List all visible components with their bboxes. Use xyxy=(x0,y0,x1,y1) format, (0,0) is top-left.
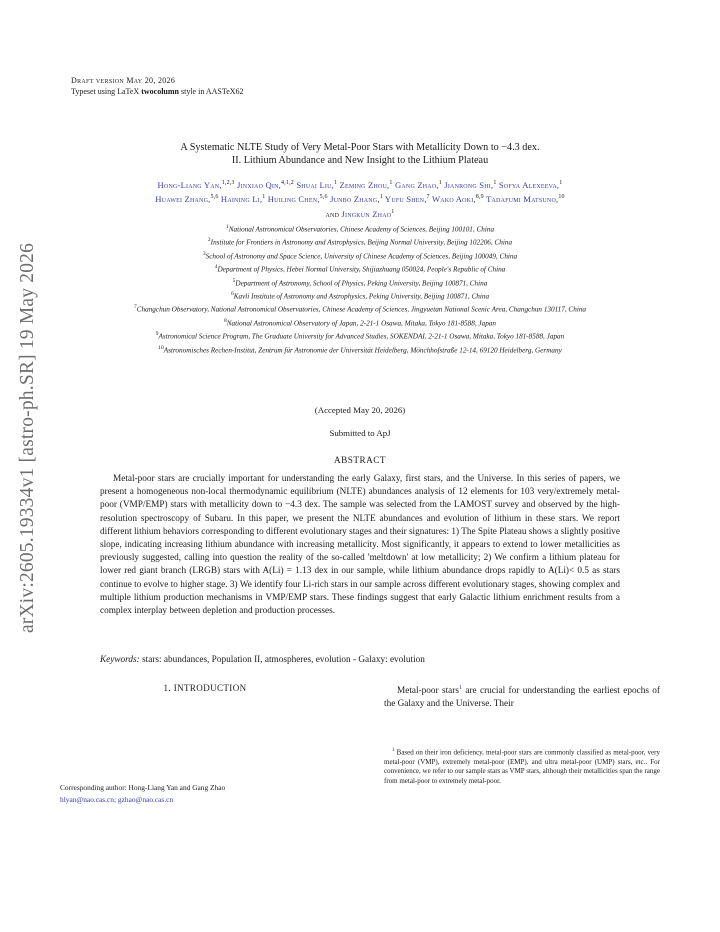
author-name[interactable]: Huawei Zhang, xyxy=(155,194,211,205)
affiliation xyxy=(58,302,662,315)
authors-and: and xyxy=(325,208,342,219)
typeset-line: Typeset using LaTeX twocolumn style in AASTeX62 xyxy=(71,87,244,96)
arxiv-stamp xyxy=(8,228,48,648)
author-affiliation-marker: 8,9 xyxy=(475,194,484,201)
footnote-number: 1 xyxy=(392,748,395,753)
affiliation xyxy=(58,276,662,289)
title-line-2: II. Lithium Abundance and New Insight to the Lithium Plateau xyxy=(231,155,489,167)
affiliation xyxy=(58,289,662,302)
affiliation-number: 4 xyxy=(214,264,218,271)
author-affiliation-marker: 1 xyxy=(493,180,497,186)
preprint-header xyxy=(71,75,244,97)
author-affiliation-marker: 1 xyxy=(379,194,383,201)
intro-paragraph: Metal-poor stars$^1$ are crucial for understanding the earliest epochs of the Galaxy and the Universe. Their xyxy=(384,685,660,710)
corresponding-author xyxy=(60,782,360,806)
footnote: $^1$ Based on their iron deficiency, metal-poor stars are commonly classified as metal-poor, very metal-poor (VMP), extremely metal-poor (EMP), and ultra metal-poor (UMP) stars, etc.. For convenience, we refer to our sample stars as VMP stars, although their metallicities span the range from metal-poor to extremely metal-poor. xyxy=(384,748,660,785)
author-name[interactable]: Jingkun Zhao xyxy=(341,208,392,219)
affiliation xyxy=(58,329,662,342)
affiliation xyxy=(58,262,662,275)
author-affiliation-marker: 10 xyxy=(558,194,565,201)
affiliation-text: Changchun Observatory, National Astronomical Observatories, Chinese Academy of Sciences, Jingyuetan National Scenic Area, Changchun 130117, China xyxy=(136,305,587,314)
affiliation xyxy=(58,249,662,262)
author-name[interactable]: Huiling Chen, xyxy=(267,194,320,205)
affiliation-number: 1 xyxy=(225,224,229,230)
affiliation-text: School of Astronomy and Space Science, University of Chinese Academy of Sciences, Beijing 100049, China xyxy=(205,252,518,261)
author-affiliation-marker: 4,1,2 xyxy=(280,180,294,186)
affiliation-list xyxy=(58,222,662,356)
affiliation-number: 2 xyxy=(207,237,211,244)
author-list xyxy=(62,177,658,220)
affiliation-number: 7 xyxy=(133,304,137,311)
arxiv-stamp-text: arXiv:2605.19334v1 [astro-ph.SR] 19 May 2026 xyxy=(17,242,38,634)
author-name[interactable]: Haining Li, xyxy=(220,194,263,205)
author-name[interactable]: Yufu Shen, xyxy=(384,194,427,205)
affiliation-text: National Astronomical Observatories, Chinese Academy of Sciences, Beijing 100101, China xyxy=(228,225,495,234)
author-name[interactable]: Shuai Liu, xyxy=(296,179,334,190)
latex-logo: LaTeX xyxy=(117,87,140,96)
author-name[interactable]: Junbo Zhang, xyxy=(330,194,380,205)
affiliation xyxy=(58,235,662,248)
author-affiliation-marker: 1 xyxy=(262,194,266,201)
author-name[interactable]: Jinxiao Qin, xyxy=(237,179,281,190)
affiliation-number: 8 xyxy=(224,317,227,324)
draft-version: Draft version May 20, 2026 xyxy=(71,76,176,85)
author-affiliation-marker: 1 xyxy=(333,180,338,186)
section-heading-introduction: 1. INTRODUCTION xyxy=(163,683,247,693)
affiliation-number: 3 xyxy=(202,250,206,257)
author-name[interactable]: Wako Aoki, xyxy=(431,194,476,205)
author-name[interactable]: Jianrong Shi, xyxy=(444,179,494,190)
author-affiliation-marker: 7 xyxy=(426,194,430,201)
abstract-text: Metal-poor stars are crucially important for understanding the early Galaxy, first stars, and the Universe. In this series of papers, we present a homogeneous non-local thermodynamic equilibrium (NLTE) abundances analysis of 12 elements for 103 very/extremely metal-poor (VMP/EMP) stars with metallicity down to −4.3 dex. The sample was selected from the LAMOST survey and observed by the high-resolution spectroscopy of Subaru. In this paper, we present the NLTE abundances and evolution of lithium in these stars. We report different lithium behaviors corresponding to different evolutionary stages and their signatures: 1) The Spite Plateau shows a slightly positive slope, indicating increasing lithium abundance with increasing metallicity. Most significantly, it appears to extend to lower metallicities as previously suggested, calling into question the reality of the so-called 'meltdown' at low metallicity; 2) We confirm a lithium plateau for lower red giant branch (LRGB) stars with A(Li) = 1.13 dex in our sample, while lithium abundance drops rapidly to A(Li)< 0.5 as stars continue to evolve to higher stage. 3) We identify four Li-rich stars in our sample across different evolutionary stages, showing complex and multiple lithium production mechanisms in VMP/EMP stars. These findings suggest that early Galactic lithium enrichment results from a complex interplay between depletion and production processes. xyxy=(100,474,620,617)
affiliation-text: Kavli Institute of Astronomy and Astrophysics, Peking University, Beijing 100871, China xyxy=(233,292,490,301)
author-name[interactable]: Hong-Liang Yan, xyxy=(157,179,222,190)
affiliation xyxy=(58,316,662,329)
author-affiliation-marker: 1 xyxy=(391,208,395,215)
affiliation xyxy=(58,343,662,356)
affiliation-number: 10 xyxy=(158,344,164,351)
keywords-list: stars: abundances, Population II, atmospheres, evolution - Galaxy: evolution xyxy=(139,655,425,665)
title-line-1: A Systematic NLTE Study of Very Metal-Poor Stars with Metallicity Down to −4.3 dex. xyxy=(180,142,540,153)
affiliation-number: 5 xyxy=(232,277,236,284)
paper-title xyxy=(100,141,620,167)
affiliation-number: 9 xyxy=(155,331,159,338)
email-links[interactable]: hlyan@nao.cas.cn; gzhao@nao.cas.cn xyxy=(60,794,174,804)
affiliation-text: Astronomical Science Program, The Graduate University for Advanced Studies, SOKENDAI, 2-21-1 Osawa, Mitaka, Tokyo 181-8588, Japan xyxy=(158,332,565,341)
affiliation-text: Department of Astronomy, School of Physics, Peking University, Beijing 100871, China xyxy=(235,278,488,287)
author-affiliation-marker: 5,6 xyxy=(210,194,219,201)
abstract-heading: ABSTRACT xyxy=(334,455,386,465)
submitted-journal: Submitted to ApJ xyxy=(329,428,391,438)
author-affiliation-marker: 1 xyxy=(389,180,393,186)
affiliation xyxy=(58,222,662,235)
affiliation-text: Astronomisches Rechen-Institut, Zentrum für Astronomie der Universität Heidelberg, Mönchhofstraße 12-14, 69120 Heidelberg, Germany xyxy=(163,345,562,354)
author-affiliation-marker: 1 xyxy=(438,180,442,186)
author-name[interactable]: Zeming Zhou, xyxy=(339,179,390,190)
author-name[interactable]: Tadafumi Matsuno, xyxy=(486,194,559,205)
author-name[interactable]: Gang Zhao, xyxy=(394,179,439,190)
affiliation-text: Institute for Frontiers in Astronomy and Astrophysics, Beijing Normal University, Beijing 102206, China xyxy=(210,238,513,247)
keywords-label: Keywords: xyxy=(100,655,140,665)
footnote-link[interactable]: 1 xyxy=(458,685,462,691)
author-affiliation-marker: 1,2,3 xyxy=(221,180,235,186)
accepted-date: (Accepted May 20, 2026) xyxy=(314,405,406,415)
author-affiliation-marker: 1 xyxy=(559,180,563,186)
author-name[interactable]: Sofya Alexeeva, xyxy=(498,179,560,190)
affiliation-text: Department of Physics, Hebei Normal University, Shijiazhuang 050024, People's Republic of China xyxy=(217,265,506,274)
affiliation-number: 6 xyxy=(230,290,234,297)
author-affiliation-marker: 5,6 xyxy=(319,194,328,201)
corresponding-author-names: Corresponding author: Hong-Liang Yan and Gang Zhao xyxy=(60,783,226,792)
affiliation-text: National Astronomical Observatory of Japan, 2-21-1 Osawa, Mitaka, Tokyo 181-8588, Japan xyxy=(226,319,496,328)
keywords xyxy=(100,654,620,667)
